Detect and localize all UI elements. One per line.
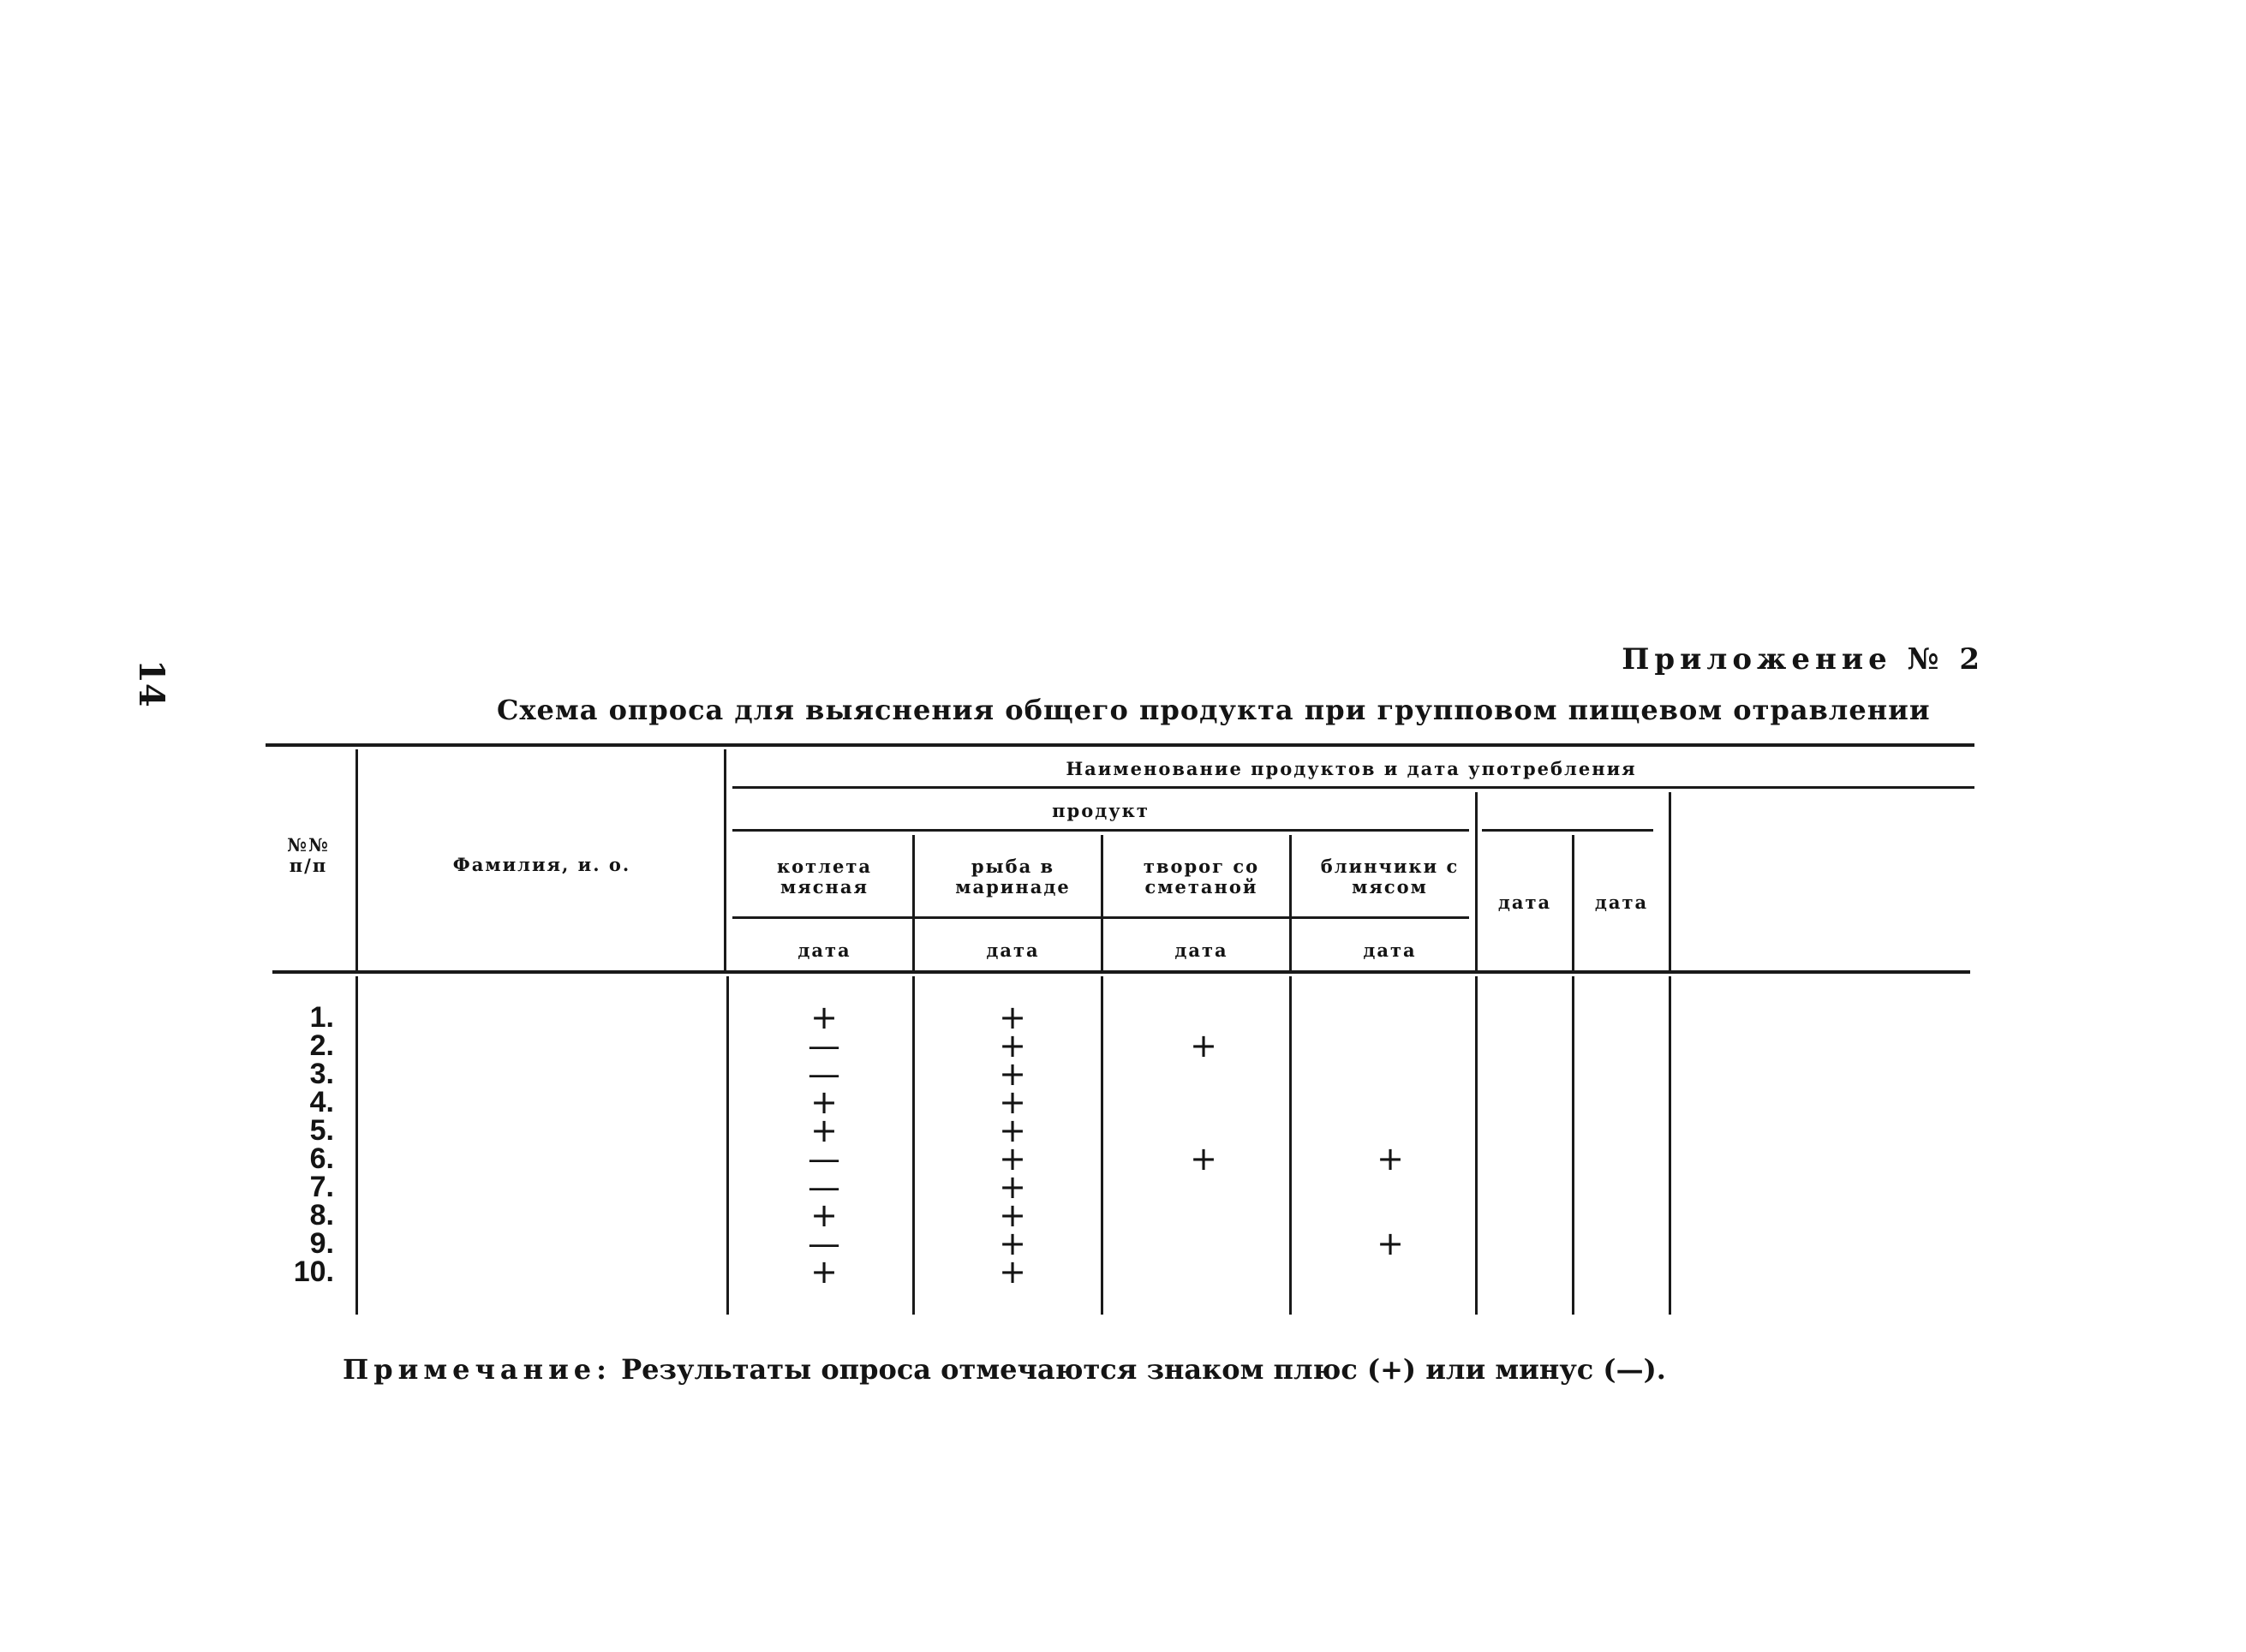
header-vline-right (1669, 792, 1671, 970)
header-vline-prod-1 (912, 835, 915, 970)
col-header-number: №№ п/п (287, 834, 330, 876)
page-number: 14 (131, 659, 171, 707)
mark-cell: + (999, 1027, 1026, 1065)
row-number: 4. (309, 1086, 334, 1118)
body-vline-extra-mid (1572, 976, 1574, 1315)
mark-cell: + (810, 1253, 838, 1291)
body-vline-right (1669, 976, 1671, 1315)
row-number: 10. (293, 1255, 334, 1288)
document-title: Схема опроса для выяснения общего продукта при групповом пищевом отравлении (497, 694, 1931, 726)
row-number: 9. (309, 1227, 334, 1260)
product-header: продукт (1052, 800, 1150, 821)
header-vline-extra-mid (1572, 835, 1574, 970)
extra-date-header-2: дата (1594, 892, 1649, 913)
product-header-rule (732, 829, 1469, 832)
body-vline-extra-left (1475, 976, 1478, 1315)
mark-cell: + (1190, 1140, 1217, 1178)
product-date-4: дата (1363, 939, 1417, 961)
mark-cell: + (810, 1083, 838, 1121)
row-number: 6. (309, 1142, 334, 1175)
header-vline-name-left (355, 749, 358, 970)
product-date-1: дата (797, 939, 851, 961)
note-text: Результаты опроса отмечаются знаком плюс (+) или минус (—). (611, 1353, 1666, 1386)
product-date-3: дата (1174, 939, 1228, 961)
row-number: 7. (309, 1171, 334, 1203)
row-number: 5. (309, 1114, 334, 1147)
extra-date-header-1: дата (1497, 892, 1552, 913)
mark-cell: + (1377, 1140, 1404, 1178)
table-note (343, 1353, 1666, 1386)
mark-cell: + (999, 1055, 1026, 1093)
mark-cell: + (810, 1112, 838, 1149)
product-name-3: творог со сметаной (1143, 856, 1260, 898)
product-name-4: блинчики с мясом (1320, 856, 1460, 898)
row-number: 2. (309, 1029, 334, 1062)
mark-cell: — (808, 1055, 840, 1093)
note-lead: Примечание: (343, 1353, 612, 1386)
header-vline-prod-2 (1101, 835, 1103, 970)
col-header-name: Фамилия, и. о. (452, 854, 631, 875)
product-name-2: рыба в маринаде (955, 856, 1071, 898)
mark-cell: + (810, 999, 838, 1036)
body-vline-prod-1 (912, 976, 915, 1315)
appendix-label: Приложение № 2 (1622, 642, 1985, 677)
product-date-2: дата (986, 939, 1040, 961)
group-header-rule (732, 786, 1974, 789)
mark-cell: + (999, 1140, 1026, 1178)
extra-date-top-rule (1482, 829, 1653, 832)
group-header: Наименование продуктов и дата употребления (1066, 758, 1637, 779)
mark-cell: — (808, 1225, 840, 1262)
header-vline-extra-left (1475, 792, 1478, 970)
row-number: 3. (309, 1058, 334, 1090)
mark-cell: + (1377, 1225, 1404, 1262)
mark-cell: + (1190, 1027, 1217, 1065)
mark-cell: + (999, 1196, 1026, 1234)
mark-cell: + (999, 1253, 1026, 1291)
mark-cell: + (999, 1168, 1026, 1206)
row-number: 1. (309, 1001, 334, 1034)
header-vline-products-left (724, 749, 726, 970)
mark-cell: + (810, 1196, 838, 1234)
body-vline-prod-3 (1289, 976, 1292, 1315)
mark-cell: — (808, 1140, 840, 1178)
mark-cell: + (999, 1083, 1026, 1121)
table-top-rule (266, 743, 1974, 747)
product-name-1: котлета мясная (777, 856, 872, 898)
row-number: 8. (309, 1199, 334, 1232)
body-vline-products-left (726, 976, 729, 1315)
body-vline-name-left (355, 976, 358, 1315)
header-vline-prod-3 (1289, 835, 1292, 970)
mark-cell: — (808, 1027, 840, 1065)
body-vline-prod-2 (1101, 976, 1103, 1315)
mark-cell: + (999, 1112, 1026, 1149)
header-bottom-rule (272, 970, 1970, 974)
mark-cell: + (999, 999, 1026, 1036)
mark-cell: — (808, 1168, 840, 1206)
mark-cell: + (999, 1225, 1026, 1262)
